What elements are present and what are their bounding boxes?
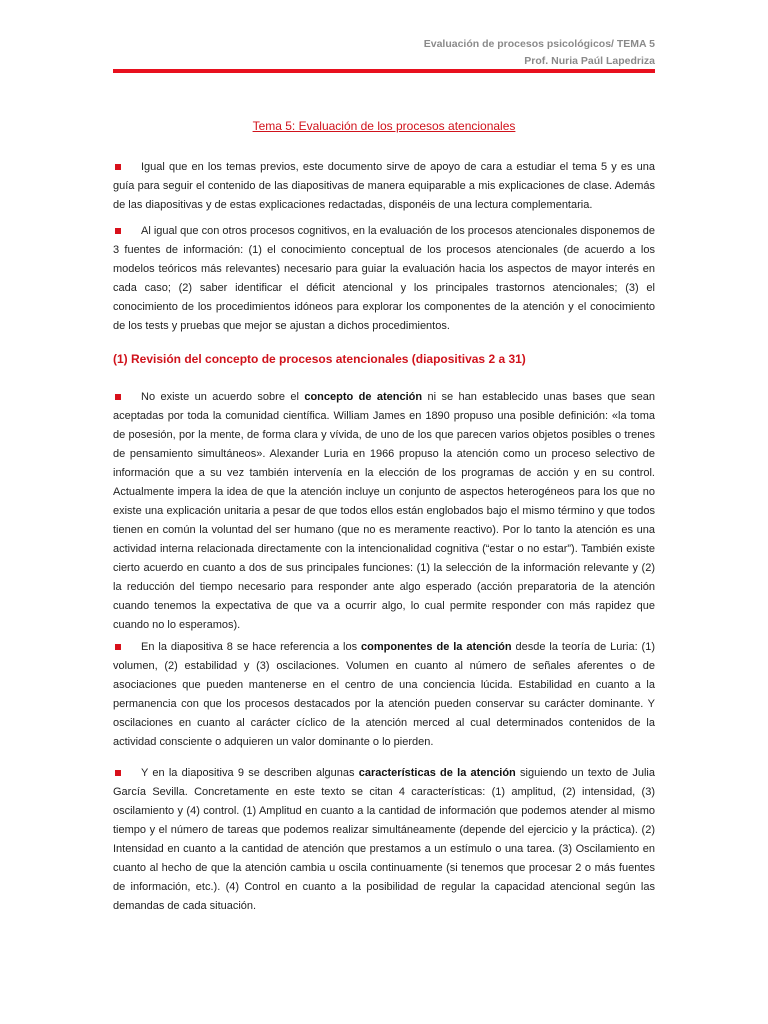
- section-paragraph-2: En la diapositiva 8 se hace referencia a los componentes de la atención desde la teoría de Luria: (1) volumen, (2) estabilidad y (3) oscilaciones. Volumen en cuanto al número de señales aferentes o de asociaciones que pueden mantenerse en el centro de una conciencia lúcida. Estabilidad en cuanto a la permanencia con que los procesos destacados por la atención pueden conservar su carácter dominante. Y oscilaciones en cuanto al carácter cíclico de la atención merced al cual determinados contenidos de la actividad consciente o adquieren un valor dominante o lo pierden.: [113, 641, 656, 748]
- section-heading: (1) Revisión del concepto de procesos atencionales (diapositivas 2 a 31): [113, 352, 526, 366]
- header-course-title: Evaluación de procesos psicológicos/ TEMA 5: [423, 38, 655, 50]
- bullet-icon: [115, 164, 121, 170]
- header-professor: Prof. Nuria Paúl Lapedriza: [524, 55, 655, 67]
- page-header: [424, 36, 655, 70]
- intro-paragraph-2: Al igual que con otros procesos cognitivos, en la evaluación de los procesos atencionales disponemos de 3 fuentes de información: (1) el conocimiento conceptual de los procesos atencionales (de acuerdo a los modelos teóricos más relevantes) necesario para guiar la evaluación hacia los aspectos de mayor interés en cada caso; (2) saber identificar el déficit atencional y los principales trastornos atencionales; (3) el conocimiento de los procedimientos idóneos para explorar los componentes de la atención y el conocimiento de los tests y pruebas que mejor se ajustan a dichos procedimientos.: [113, 225, 655, 332]
- document-title: Tema 5: Evaluación de los procesos atencionales: [252, 119, 516, 133]
- section-paragraph-1: No existe un acuerdo sobre el concepto de atención ni se han establecido unas bases que sean aceptadas por toda la comunidad científica. William James en 1890 propuso una posible definición: «la toma de posesión, por la mente, de forma clara y vívida, de uno de los que parecen varios objetos posibles o trenes de pensamiento simultáneos». Alexander Luria en 1966 propuso la atención como un proceso selectivo de información que a su vez también intervenía en la elección de los programas de acción y en su control. Actualmente impera la idea de que la atención incluye un conjunto de aspectos heterogéneos para los que no existe una explicación unitaria a pesar de que todos ellos están englobados bajo el mismo término y que todos tienen en común la voluntad del ser humano (que no es meramente reactivo). Por lo tanto la atención es una actividad interna relacionada directamente con la intencionalidad cognitiva (“estar o no estar”). También existe cierto acuerdo en cuanto a dos de sus principales funciones: (1) la selección de la información relevante y (2) la reducción del tiempo necesario para responder ante algo esperado (acción preparatoria de la atención cuando tenemos la expectativa de que va a ocurrir algo, lo cual permite responder con más rapidez que cuando no lo esperamos).: [113, 391, 655, 631]
- bullet-icon: [115, 770, 121, 776]
- section-paragraph-3: Y en la diapositiva 9 se describen algunas características de la atención siguiendo un texto de Julia García Sevilla. Concretamente en este texto se citan 4 características: (1) amplitud, (2) intensidad, (3) oscilamiento y (4) control. (1) Amplitud en cuanto a la cantidad de información que podemos atender al mismo tiempo y el número de tareas que podemos realizar simultáneamente (depende del ejercicio y la práctica). (2) Intensidad en cuanto a la cantidad de atención que prestamos a un estímulo o una tarea. (3) Oscilamiento en cuanto al hecho de que la atención cambia u oscila continuamente (si tenemos que procesar 2 o más fuentes de información, etc.). (4) Control en cuanto a la posibilidad de regular la capacidad atencional según las demandas de cada situación.: [113, 767, 655, 912]
- bullet-icon: [115, 228, 121, 234]
- header-rule: [113, 69, 655, 73]
- bullet-icon: [115, 644, 121, 650]
- bullet-icon: [115, 394, 121, 400]
- intro-paragraph-1: Igual que en los temas previos, este documento sirve de apoyo de cara a estudiar el tema 5 y es una guía para seguir el contenido de las diapositivas de manera equiparable a mis explicaciones de clase. Además de las diapositivas y de estas explicaciones redactadas, disponéis de una lectura complementaria.: [113, 161, 655, 211]
